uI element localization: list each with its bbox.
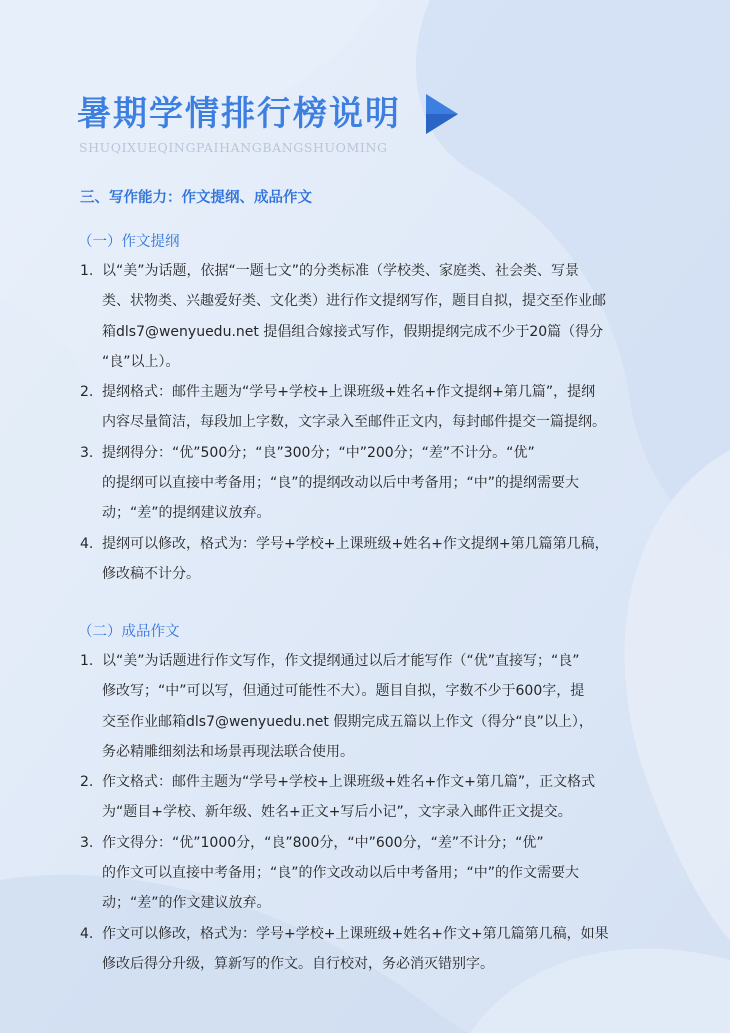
list-item	[80, 828, 652, 919]
play-arrow-icon	[424, 94, 460, 134]
item-number: 2.	[80, 384, 94, 401]
section-title: 三、写作能力：作文提纲、成品作文	[80, 190, 312, 206]
item-text: 作文得分：“优”1000分，“良”800分，“中”600分，“差”不计分；“优” 的作文可以直接中考备用；“良”的作文改动以后中考备用；“中”的作文需要大 动；“差”的作文建议放弃。	[102, 834, 580, 912]
part1-list	[80, 256, 652, 589]
item-number: 1.	[80, 653, 94, 669]
list-item	[80, 646, 652, 767]
item-text: 提纲可以修改，格式为：学号+学校+上课班级+姓名+作文提纲+第几篇第几稿， 修改稿不计分。	[102, 535, 609, 582]
item-text: 作文可以修改，格式为：学号+学校+上课班级+姓名+作文+第几篇第几稿，如果 修改后得分升级，算新写的作文。自行校对，务必消灭错别字。	[102, 925, 609, 972]
part2-list	[80, 646, 652, 979]
item-text: 提纲格式：邮件主题为“学号+学校+上课班级+姓名+作文提纲+第几篇”，提纲 内容尽量简洁，每段加上字数，文字录入至邮件正文内，每封邮件提交一篇提纲。	[102, 384, 606, 431]
item-number: 2.	[80, 774, 94, 791]
part1-title: （一）作文提纲	[78, 234, 180, 250]
item-number: 3.	[80, 834, 94, 851]
item-number: 1.	[80, 263, 94, 279]
item-text: 以“美”为话题，依据“一题七文”的分类标准（学校类、家庭类、社会类、写景 类、状物类、兴趣爱好类、文化类）进行作文提纲写作，题目自拟，提交至作业邮 箱dls7@wenyuedu.net 提倡组合嫁接式写作，假期提纲完成不少于20篇（得分 “良”以上）。	[102, 263, 606, 370]
item-number: 3.	[80, 444, 94, 461]
item-text: 提纲得分：“优”500分；“良”300分；“中”200分；“差”不计分。“优” 的提纲可以直接中考备用；“良”的提纲改动以后中考备用；“中”的提纲需要大 动；“差”的提纲建议放弃。	[102, 444, 580, 522]
item-number: 4.	[80, 925, 94, 942]
item-text: 作文格式：邮件主题为“学号+学校+上课班级+姓名+作文+第几篇”，正文格式 为“题目+学校、新年级、姓名+正文+写后小记”，文字录入邮件正文提交。	[102, 774, 596, 821]
page-title: 暑期学情排行榜说明	[77, 94, 401, 134]
list-item	[80, 529, 652, 590]
item-number: 4.	[80, 535, 94, 552]
list-item	[80, 438, 652, 529]
part2-title: （二）成品作文	[78, 624, 180, 640]
list-item	[80, 767, 652, 828]
list-item	[80, 919, 652, 980]
item-text: 以“美”为话题进行作文写作，作文提纲通过以后才能写作（“优”直接写；“良” 修改写；“中”可以写，但通过可能性不大）。题目自拟，字数不少于600字，提 交至作业邮箱dls7@wenyuedu.net 假期完成五篇以上作文（得分“良”以上）， 务必精雕细刻法和场景再现法联合使用。	[102, 653, 593, 760]
page-subtitle: SHUQIXUEQINGPAIHANGBANGSHUOMING	[79, 140, 388, 155]
list-item	[80, 256, 652, 377]
list-item	[80, 377, 652, 438]
